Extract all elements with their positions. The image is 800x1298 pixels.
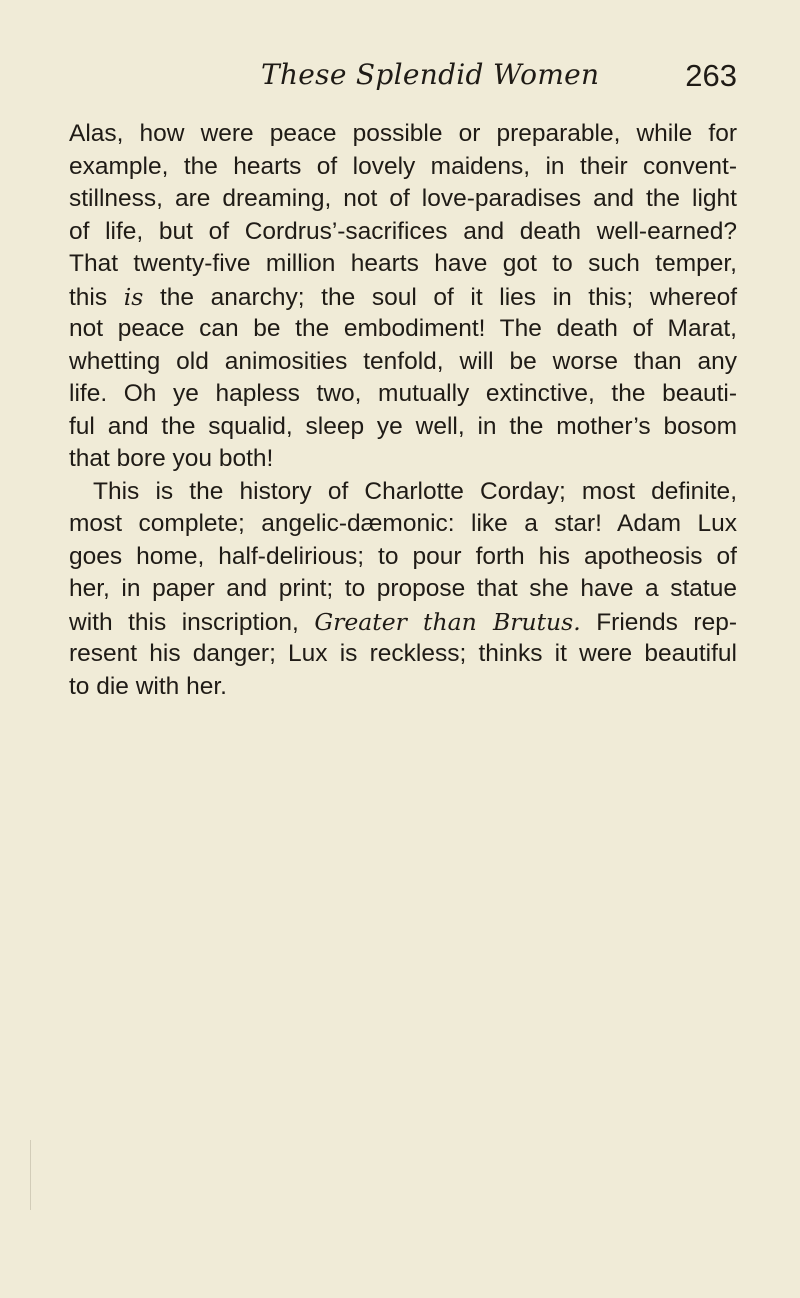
text-line-3: stillness, are dreaming, not of love-paradises and the light <box>69 185 737 212</box>
page-edge-mark <box>30 1140 31 1210</box>
text-line-10: ful and the squalid, sleep ye well, in the mother’s bosom <box>69 412 737 440</box>
text-line-16-start: with this inscription, <box>69 608 299 636</box>
text-line-17: resent his danger; Lux is reckless; thinks it were beautiful <box>69 640 737 667</box>
text-line-6-end: the anarchy; the soul of it lies in this; whereof <box>159 283 737 311</box>
text-line-16 <box>69 606 737 639</box>
text-line-14: goes home, half-delirious; to pour forth his apotheosis of <box>69 542 737 570</box>
text-line-12: This is the history of Charlotte Corday; most definite, <box>93 477 737 505</box>
text-line-9: life. Oh ye hapless two, mutually extinctive, the beauti- <box>69 380 737 407</box>
text-line-1: Alas, how were peace possible or preparable, while for <box>69 120 737 147</box>
body-text <box>69 118 737 703</box>
text-line-6 <box>69 281 737 314</box>
running-head <box>69 58 737 102</box>
text-line-16-end: Friends rep- <box>596 608 737 636</box>
text-line-8: whetting old animosities tenfold, will be worse than any <box>69 347 737 375</box>
text-line-11: that bore you both! <box>69 445 274 472</box>
running-title: These Splendid Women <box>261 58 600 91</box>
page-number: 263 <box>685 58 737 93</box>
text-line-6-start: this <box>69 283 108 311</box>
text-line-7: not peace can be the embodiment! The death of Marat, <box>69 315 737 342</box>
text-line-18: to die with her. <box>69 672 227 700</box>
text-line-2: example, the hearts of lovely maidens, in their convent- <box>69 152 737 180</box>
text-line-5: That twenty-five million hearts have got to such temper, <box>69 250 737 277</box>
text-line-13: most complete; angelic-dæmonic: like a star! Adam Lux <box>69 510 737 537</box>
text-line-15: her, in paper and print; to propose that she have a statue <box>69 575 737 602</box>
italic-emphasis: is <box>123 282 144 311</box>
text-line-4: of life, but of Cordrus’-sacrifices and death well-earned? <box>69 217 737 245</box>
italic-inscription: Greater than Brutus. <box>314 607 581 636</box>
